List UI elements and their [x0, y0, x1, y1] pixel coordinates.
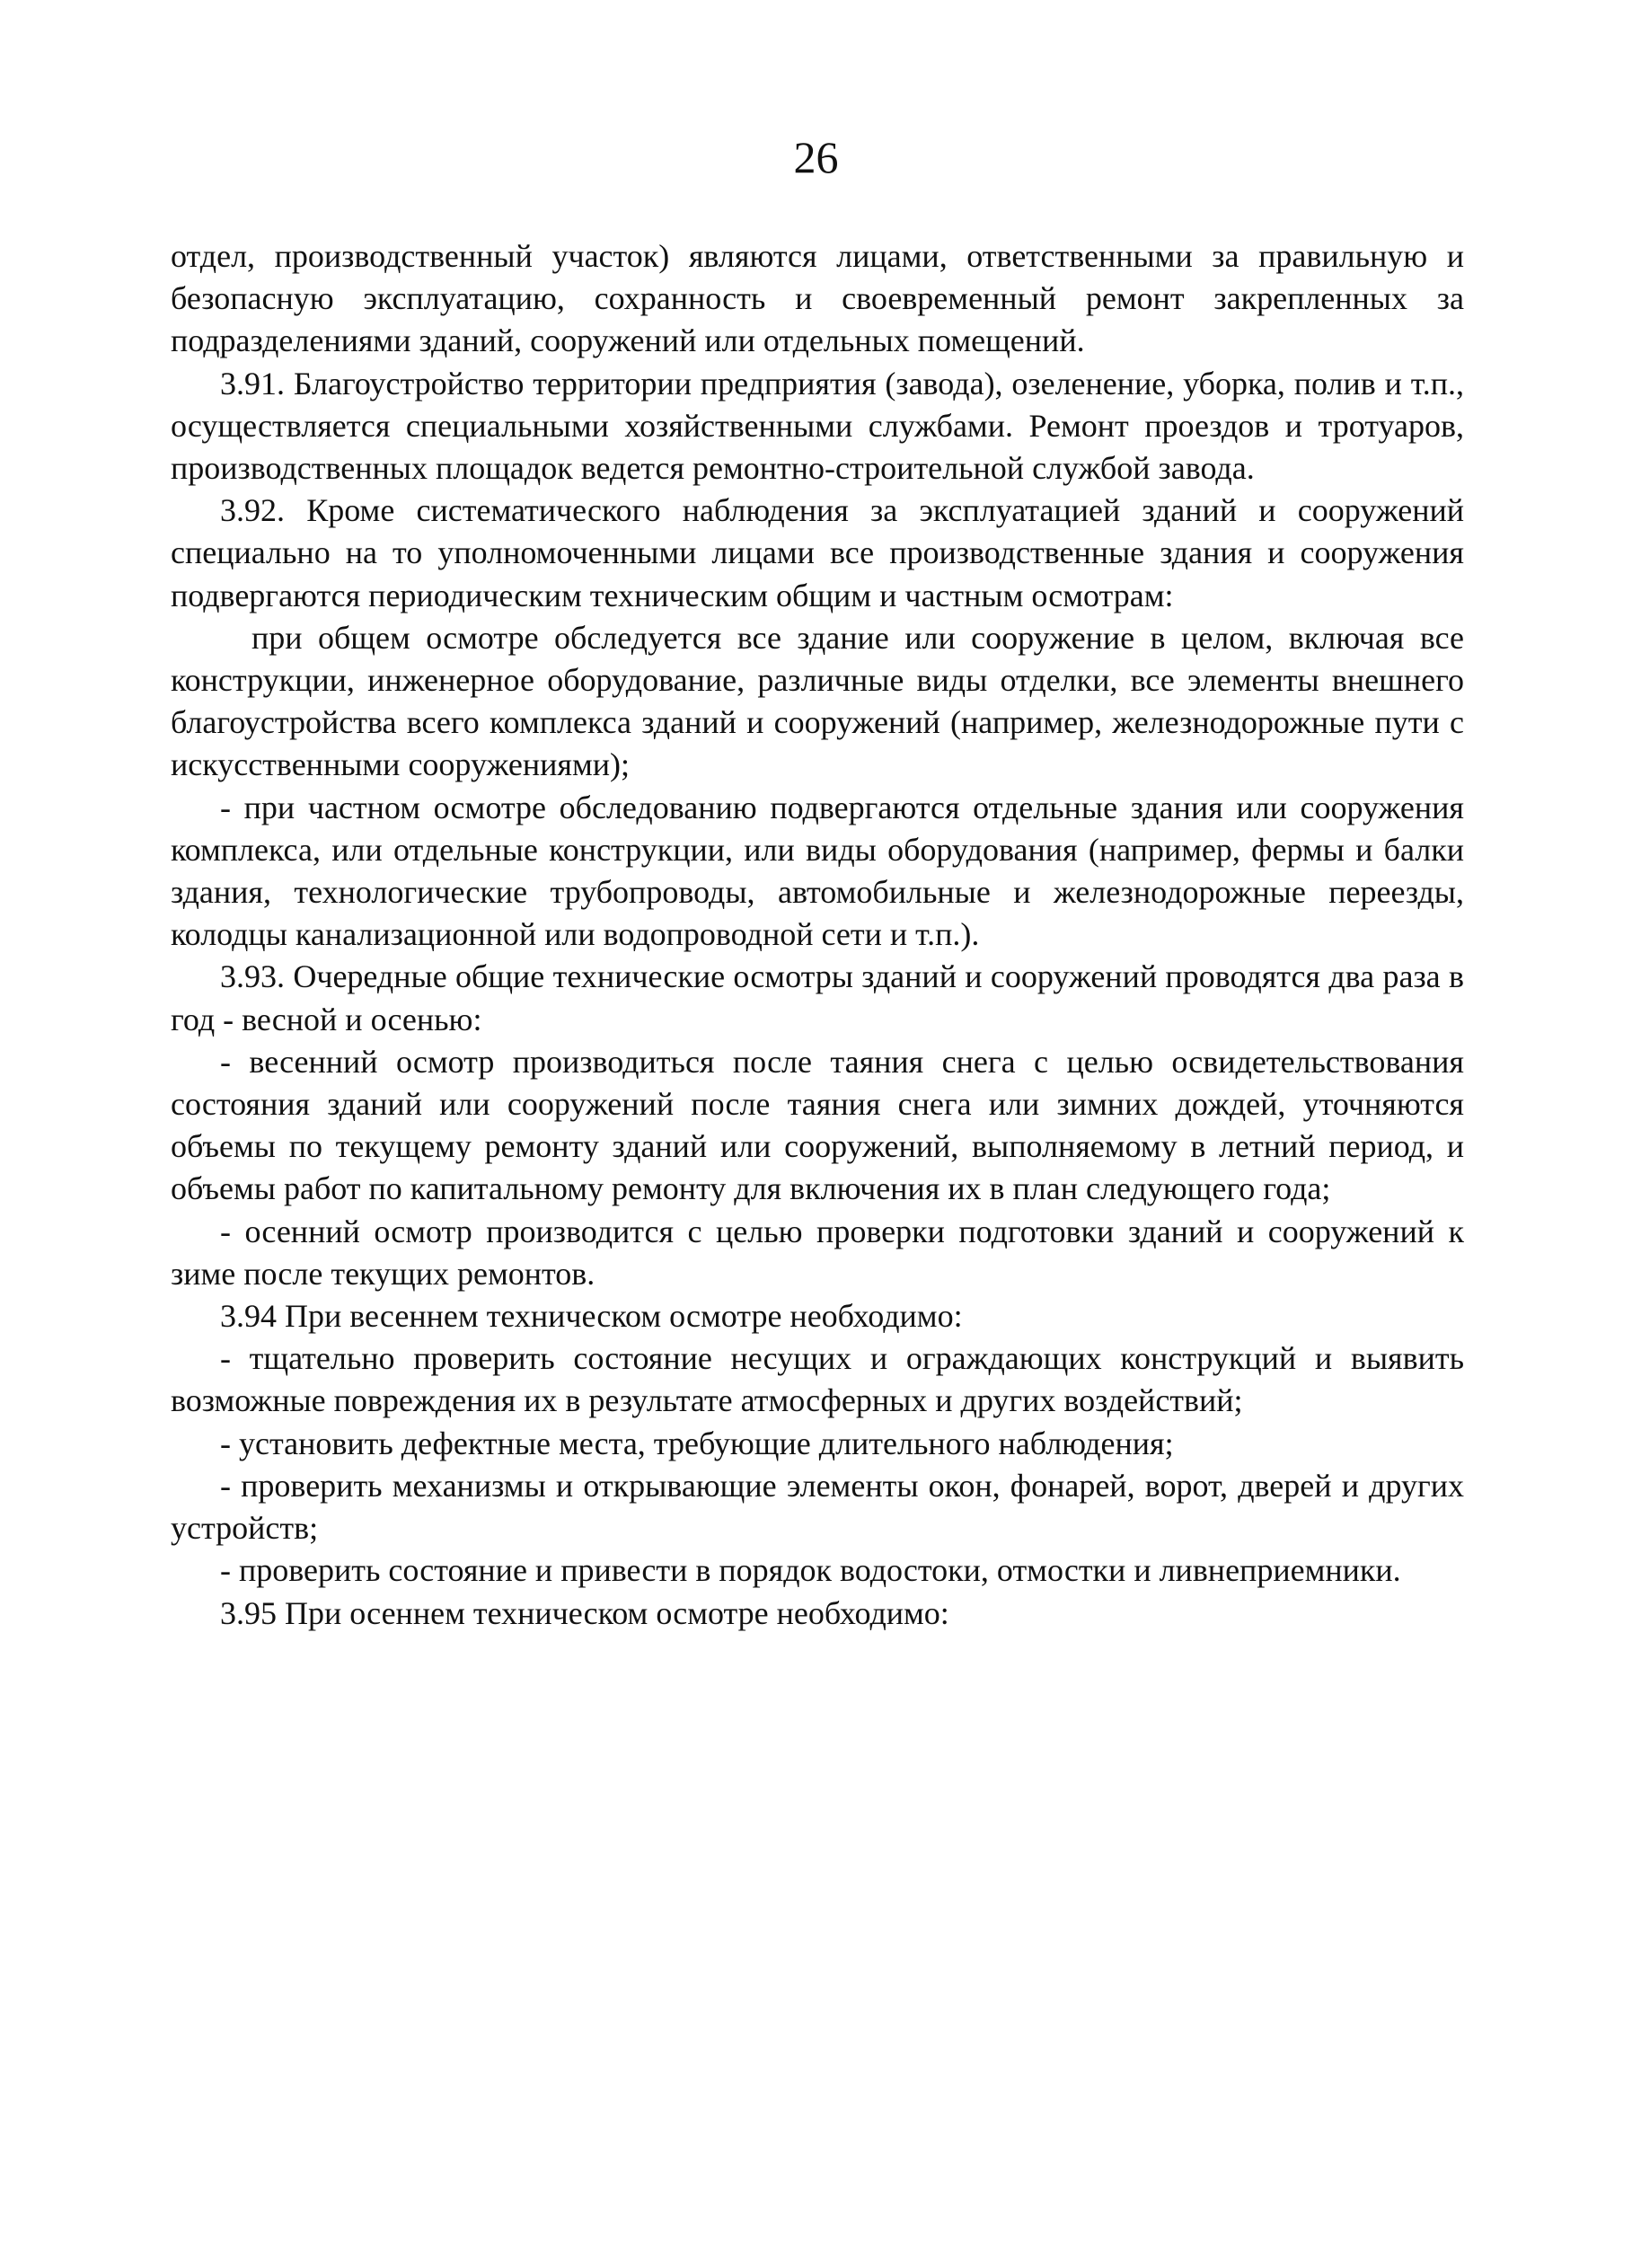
list-item-general-inspection: при общем осмотре обследуется все здание или сооружение в целом, включая все конструкции, инженерное оборудование, различные виды отделки, все элементы внешнего благоустройства всего комплекса зданий и сооружений (например, железнодорожные пути с искусственными сооружениями);: [171, 619, 1464, 783]
paragraph-3-91: 3.91. Благоустройство территории предприятия (завода), озеленение, уборка, полив и т.п., осуществляется специальными хозяйственными службами. Ремонт проездов и тротуаров, производственных площадок ведется ремонтно-строительной службой завода.: [171, 365, 1464, 487]
list-item-defect-places: - установить дефектные места, требующие длительного наблюдения;: [220, 1425, 1174, 1461]
list-item-drainage: - проверить состояние и привести в порядок водостоки, отмостки и ливнеприемники.: [220, 1552, 1401, 1589]
paragraph-3-93: 3.93. Очередные общие технические осмотры зданий и сооружений проводятся два раза в год - весной и осенью:: [171, 958, 1464, 1037]
list-item-autumn-inspection: - осенний осмотр производится с целью проверки подготовки зданий и сооружений к зиме после текущих ремонтов.: [171, 1213, 1464, 1292]
paragraph-3-92: 3.92. Кроме систематического наблюдения за эксплуатацией зданий и сооружений специально на то уполномоченными лицами все производственные здания и сооружения подвергаются периодическим техническим общим и частным осмотрам:: [171, 492, 1464, 613]
list-item-spring-inspection: - весенний осмотр производиться после таяния снега с целью освидетельствования состояния зданий или сооружений после таяния снега или зимних дождей, уточняются объемы по текущему ремонту зданий или сооружений, выполняемому в летний период, и объемы работ по капитальному ремонту для включения их в план следующего года;: [171, 1043, 1464, 1207]
list-item-partial-inspection: - при частном осмотре обследованию подвергаются отдельные здания или сооружения комплекса, или отдельные конструкции, или виды оборудования (например, фермы и балки здания, технологические трубопроводы, автомобильные и железнодорожные переезды, колодцы канализационной или водопроводной сети и т.п.).: [171, 789, 1464, 953]
paragraph-continuation: отдел, производственный участок) являются лицами, ответственными за правильную и безопасную эксплуатацию, сохранность и своевременный ремонт закрепленных за подразделениями зданий, сооружений или отдельных помещений.: [171, 238, 1464, 359]
page-number: 26: [793, 132, 839, 182]
list-item-check-structures: - тщательно проверить состояние несущих и ограждающих конструкций и выявить возможные повреждения их в результате атмосферных и других воздействий;: [171, 1340, 1464, 1419]
paragraph-3-94: 3.94 При весеннем техническом осмотре необходимо:: [220, 1298, 963, 1335]
document-body: [171, 235, 1464, 1635]
list-item-check-mechanisms: - проверить механизмы и открывающие элементы окон, фонарей, ворот, дверей и других устройств;: [171, 1467, 1464, 1547]
paragraph-3-95: 3.95 При осеннем техническом осмотре необходимо:: [220, 1594, 949, 1631]
